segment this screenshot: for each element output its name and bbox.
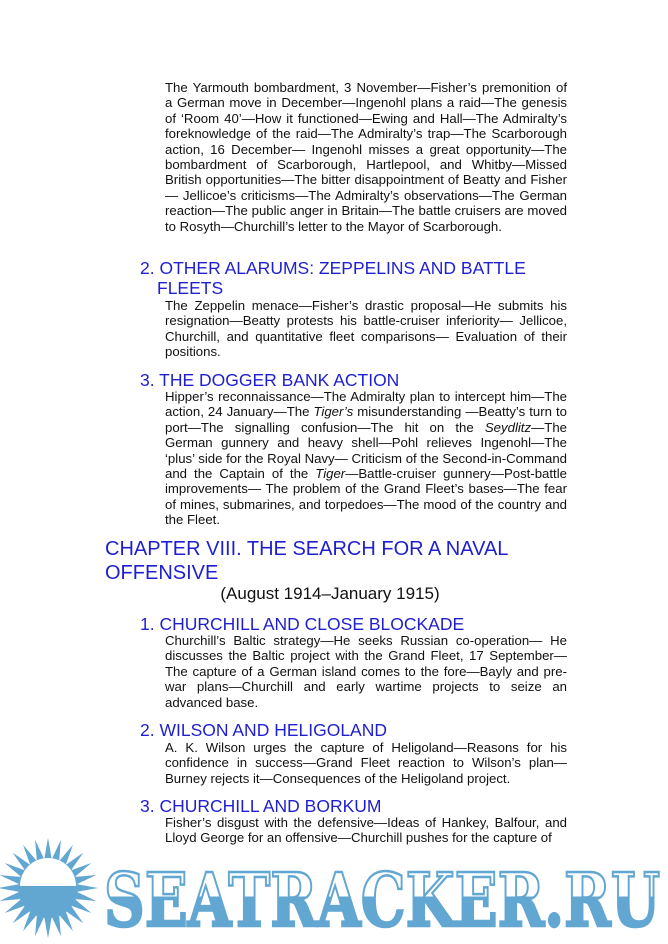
sun-ray (60, 912, 73, 931)
watermark-text: SEATRACKER.RU (104, 858, 660, 944)
sun-ray (0, 884, 18, 891)
heading-other-alarums[interactable] (140, 258, 526, 298)
summary-dogger-bank (165, 389, 567, 528)
summary-heligoland: A. K. Wilson urges the capture of Heligoland—Reasons for his confidence in success—Grand Fleet reaction to Wilson’s plan—Burney rejects it—Consequences of the Heligoland project. (165, 740, 567, 786)
summary-yarmouth: The Yarmouth bombardment, 3 November—Fisher’s premonition of a German move in December—Ingenohl plans a raid—The genesis of ‘Room 40’—How it functioned—Ewing and Hall—The Admiralty’s foreknowledge of the raid—The Admiralty’s trap—The Scarborough action, 16 December— Ingenohl misses a great opportunity—The bombardment of Scarborough, Hartlepool, and Whitby—Missed British opportunities—The bitter disappointment of Beatty and Fisher— Jellicoe’s criticisms—The Admiralty’s observations—The German reaction—The public anger in Britain—The battle cruisers are moved to Rosyth—Churchill’s letter to the Mayor of Scarborough. (165, 80, 567, 234)
summary-close-blockade: Churchill’s Baltic strategy—He seeks Russian co-operation— He discusses the Baltic project with the Grand Fleet, 17 September—The capture of a German island comes to the fore—Bayly and pre-war plans—Churchill and early wartime projects to seize an advanced base. (165, 633, 567, 710)
summary-borkum: Fisher’s disgust with the defensive—Ideas of Hankey, Balfour, and Lloyd George for an offensive—Churchill pushes for the capture of (165, 815, 567, 846)
ship-name: Tiger’s (313, 404, 354, 420)
chapter-title[interactable]: CHAPTER VIII. THE SEARCH FOR A NAVAL OFFENSIVE (105, 538, 508, 584)
text-segment: misunderstanding —Beatty’s turn to port—The signalling confusion—The hit on the (165, 404, 568, 435)
sun-ray (72, 900, 91, 913)
chapter-dates: (August 1914–January 1915) (220, 584, 440, 603)
heading-line-1: 2. OTHER ALARUMS: ZEPPELINS AND BATTLE (140, 258, 526, 278)
sun-ray (35, 916, 44, 936)
ship-name: Tiger (315, 466, 346, 482)
summary-alarums: The Zeppelin menace—Fisher’s drastic proposal—He submits his resignation—Beatty protests his battle-cruiser inferiority— Jellicoe, Churchill, and quantitative fleet comparisons— Evaluation of their positions. (165, 298, 567, 360)
sun-ray (76, 892, 96, 901)
ship-name: Seydlitz (484, 419, 532, 435)
sun-ray (78, 884, 98, 891)
text-segment: Hipper’s reconnaissance—The Admiralty plan to intercept him—The action, 24 January—The (165, 389, 567, 420)
sun-ray (60, 845, 73, 864)
heading-line-2: FLEETS (157, 278, 224, 298)
text-segment: —Battle-cruiser gunnery—Post-battle improvements— The problem of the Grand Fleet’s bases—The fear of mines, submarines, and torpedoes—The mood of the country and the Fleet. (165, 466, 567, 528)
sun-ray (5, 900, 24, 913)
heading-close-blockade[interactable]: 1. CHURCHILL AND CLOSE BLOCKADE (140, 614, 465, 634)
sun-ray (5, 863, 24, 876)
heading-borkum[interactable]: 3. CHURCHILL AND BORKUM (140, 796, 382, 816)
sun-ray (0, 892, 20, 901)
sun-ray (44, 838, 51, 858)
sun-ray (23, 912, 36, 931)
sun-ray (52, 840, 61, 860)
sun-ray (52, 916, 61, 936)
sun-ray (44, 918, 51, 938)
sun-ray (0, 875, 20, 884)
text-segment: —The German gunnery and heavy shell—Pohl relieves Ingenohl—The ‘plus’ side for the Royal Navy— Criticism of the Second-in-Command and the Captain of the (165, 419, 567, 482)
sun-ray (35, 840, 44, 860)
sun-ray (76, 875, 96, 884)
watermark (0, 836, 668, 944)
sun-ray (23, 845, 36, 864)
heading-heligoland[interactable]: 2. WILSON AND HELIGOLAND (140, 720, 388, 740)
heading-dogger-bank[interactable]: 3. THE DOGGER BANK ACTION (140, 370, 400, 390)
sun-icon (0, 838, 98, 938)
sun-ray (72, 863, 91, 876)
